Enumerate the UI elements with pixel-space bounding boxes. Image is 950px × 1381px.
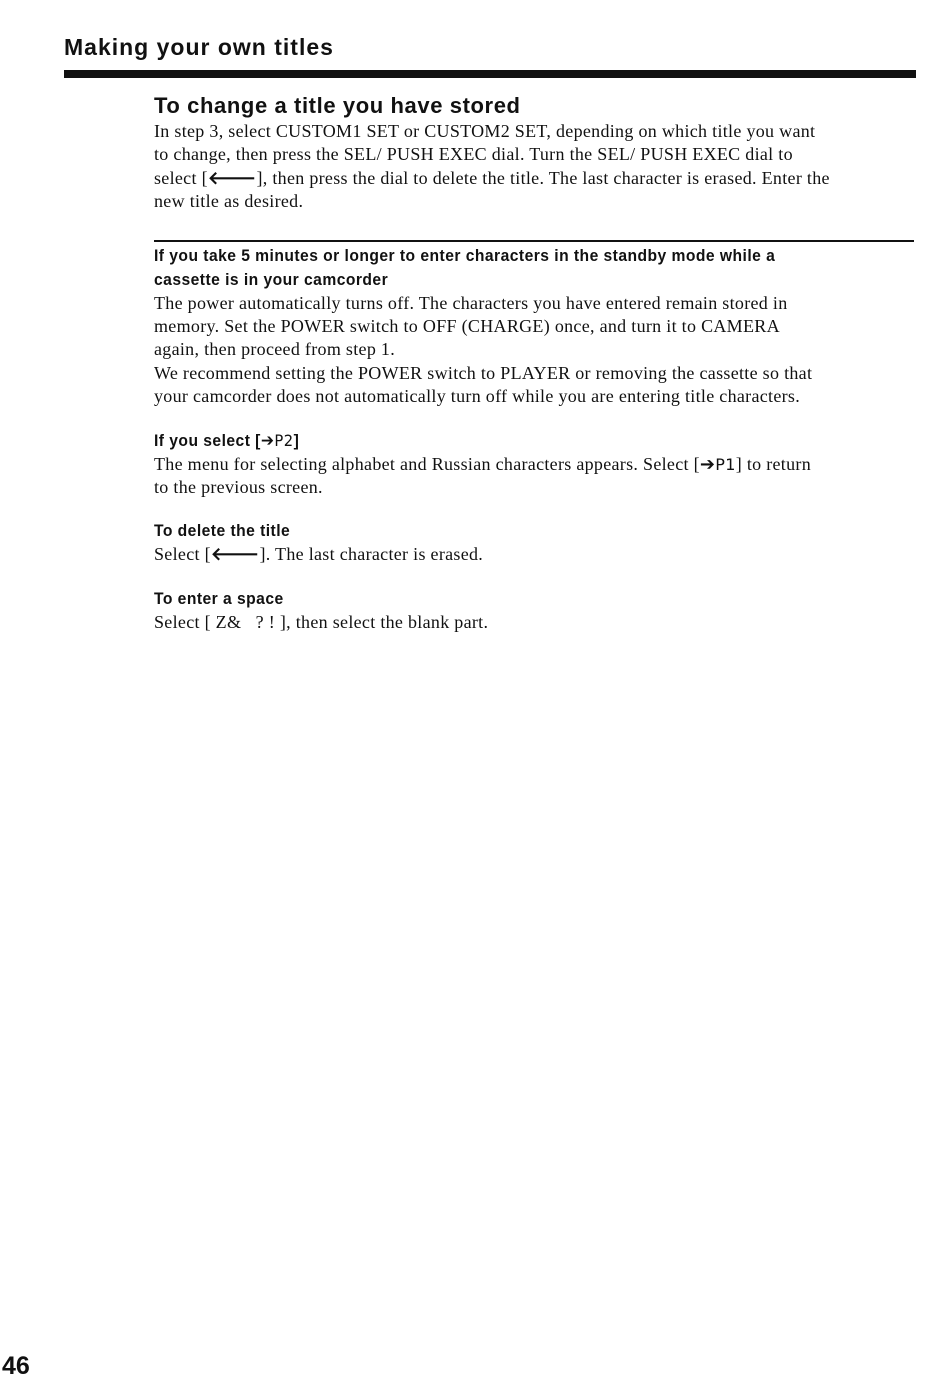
p1-page-label: P1 [715,454,736,474]
section-change-title [154,92,914,214]
section-select-p2 [154,429,914,500]
header-rule [64,70,916,78]
body-line [154,167,914,190]
body-line [154,453,914,476]
subsection-heading: cassette is in your camcorder [154,269,389,289]
subsection-heading: To delete the title [154,521,291,541]
body-line: again, then proceed from step 1. [154,339,396,360]
right-arrow-icon: ➔ [260,430,275,451]
body-line: to the previous screen. [154,477,323,498]
body-line: The power automatically turns off. The characters you have entered remain stored in [154,292,788,313]
section-delete-title [154,519,914,566]
text-fragment: ] to return [735,453,811,474]
body-line: Select [ Z& ? ! ], then select the blank part. [154,611,489,632]
body-line: your camcorder does not automatically turn off while you are entering title characters. [154,386,801,407]
section-standby-timeout [154,244,914,409]
subsection-heading: If you take 5 minutes or longer to enter characters in the standby mode while a [154,245,776,265]
section-heading: To change a title you have stored [154,93,521,118]
left-arrow-icon: 🡐 [210,544,260,566]
body-line: new title as desired. [154,191,304,212]
text-fragment: The menu for selecting alphabet and Russian characters appears. Select [ [154,453,700,474]
text-fragment: ], then press the dial to delete the title. The last character is erased. Enter the [256,167,830,188]
right-arrow-icon: ➔ [699,453,716,475]
subsection-heading: To enter a space [154,588,284,608]
text-fragment: ] [293,430,300,450]
body-line: In step 3, select CUSTOM1 SET or CUSTOM2 SET, depending on which title you want [154,121,816,141]
section-enter-space [154,587,914,634]
text-fragment: select [ [154,167,208,188]
content-body [154,92,914,634]
divider [154,240,914,242]
body-line: to change, then press the SEL/ PUSH EXEC dial. Turn the SEL/ PUSH EXEC dial to [154,144,793,165]
body-line: We recommend setting the POWER switch to PLAYER or removing the cassette so that [154,362,813,383]
page-number: 46 [2,1352,30,1380]
body-line: memory. Set the POWER switch to OFF (CHARGE) once, and turn it to CAMERA [154,316,780,337]
page-title: Making your own titles [64,34,334,60]
p2-page-label: P2 [274,430,294,450]
text-fragment: Select [ [154,544,211,565]
text-fragment: ]. The last character is erased. [259,544,484,565]
text-fragment: If you select [ [154,430,261,450]
left-arrow-icon: 🡐 [207,167,257,189]
subsection-heading [154,429,853,453]
body-line [154,543,914,566]
